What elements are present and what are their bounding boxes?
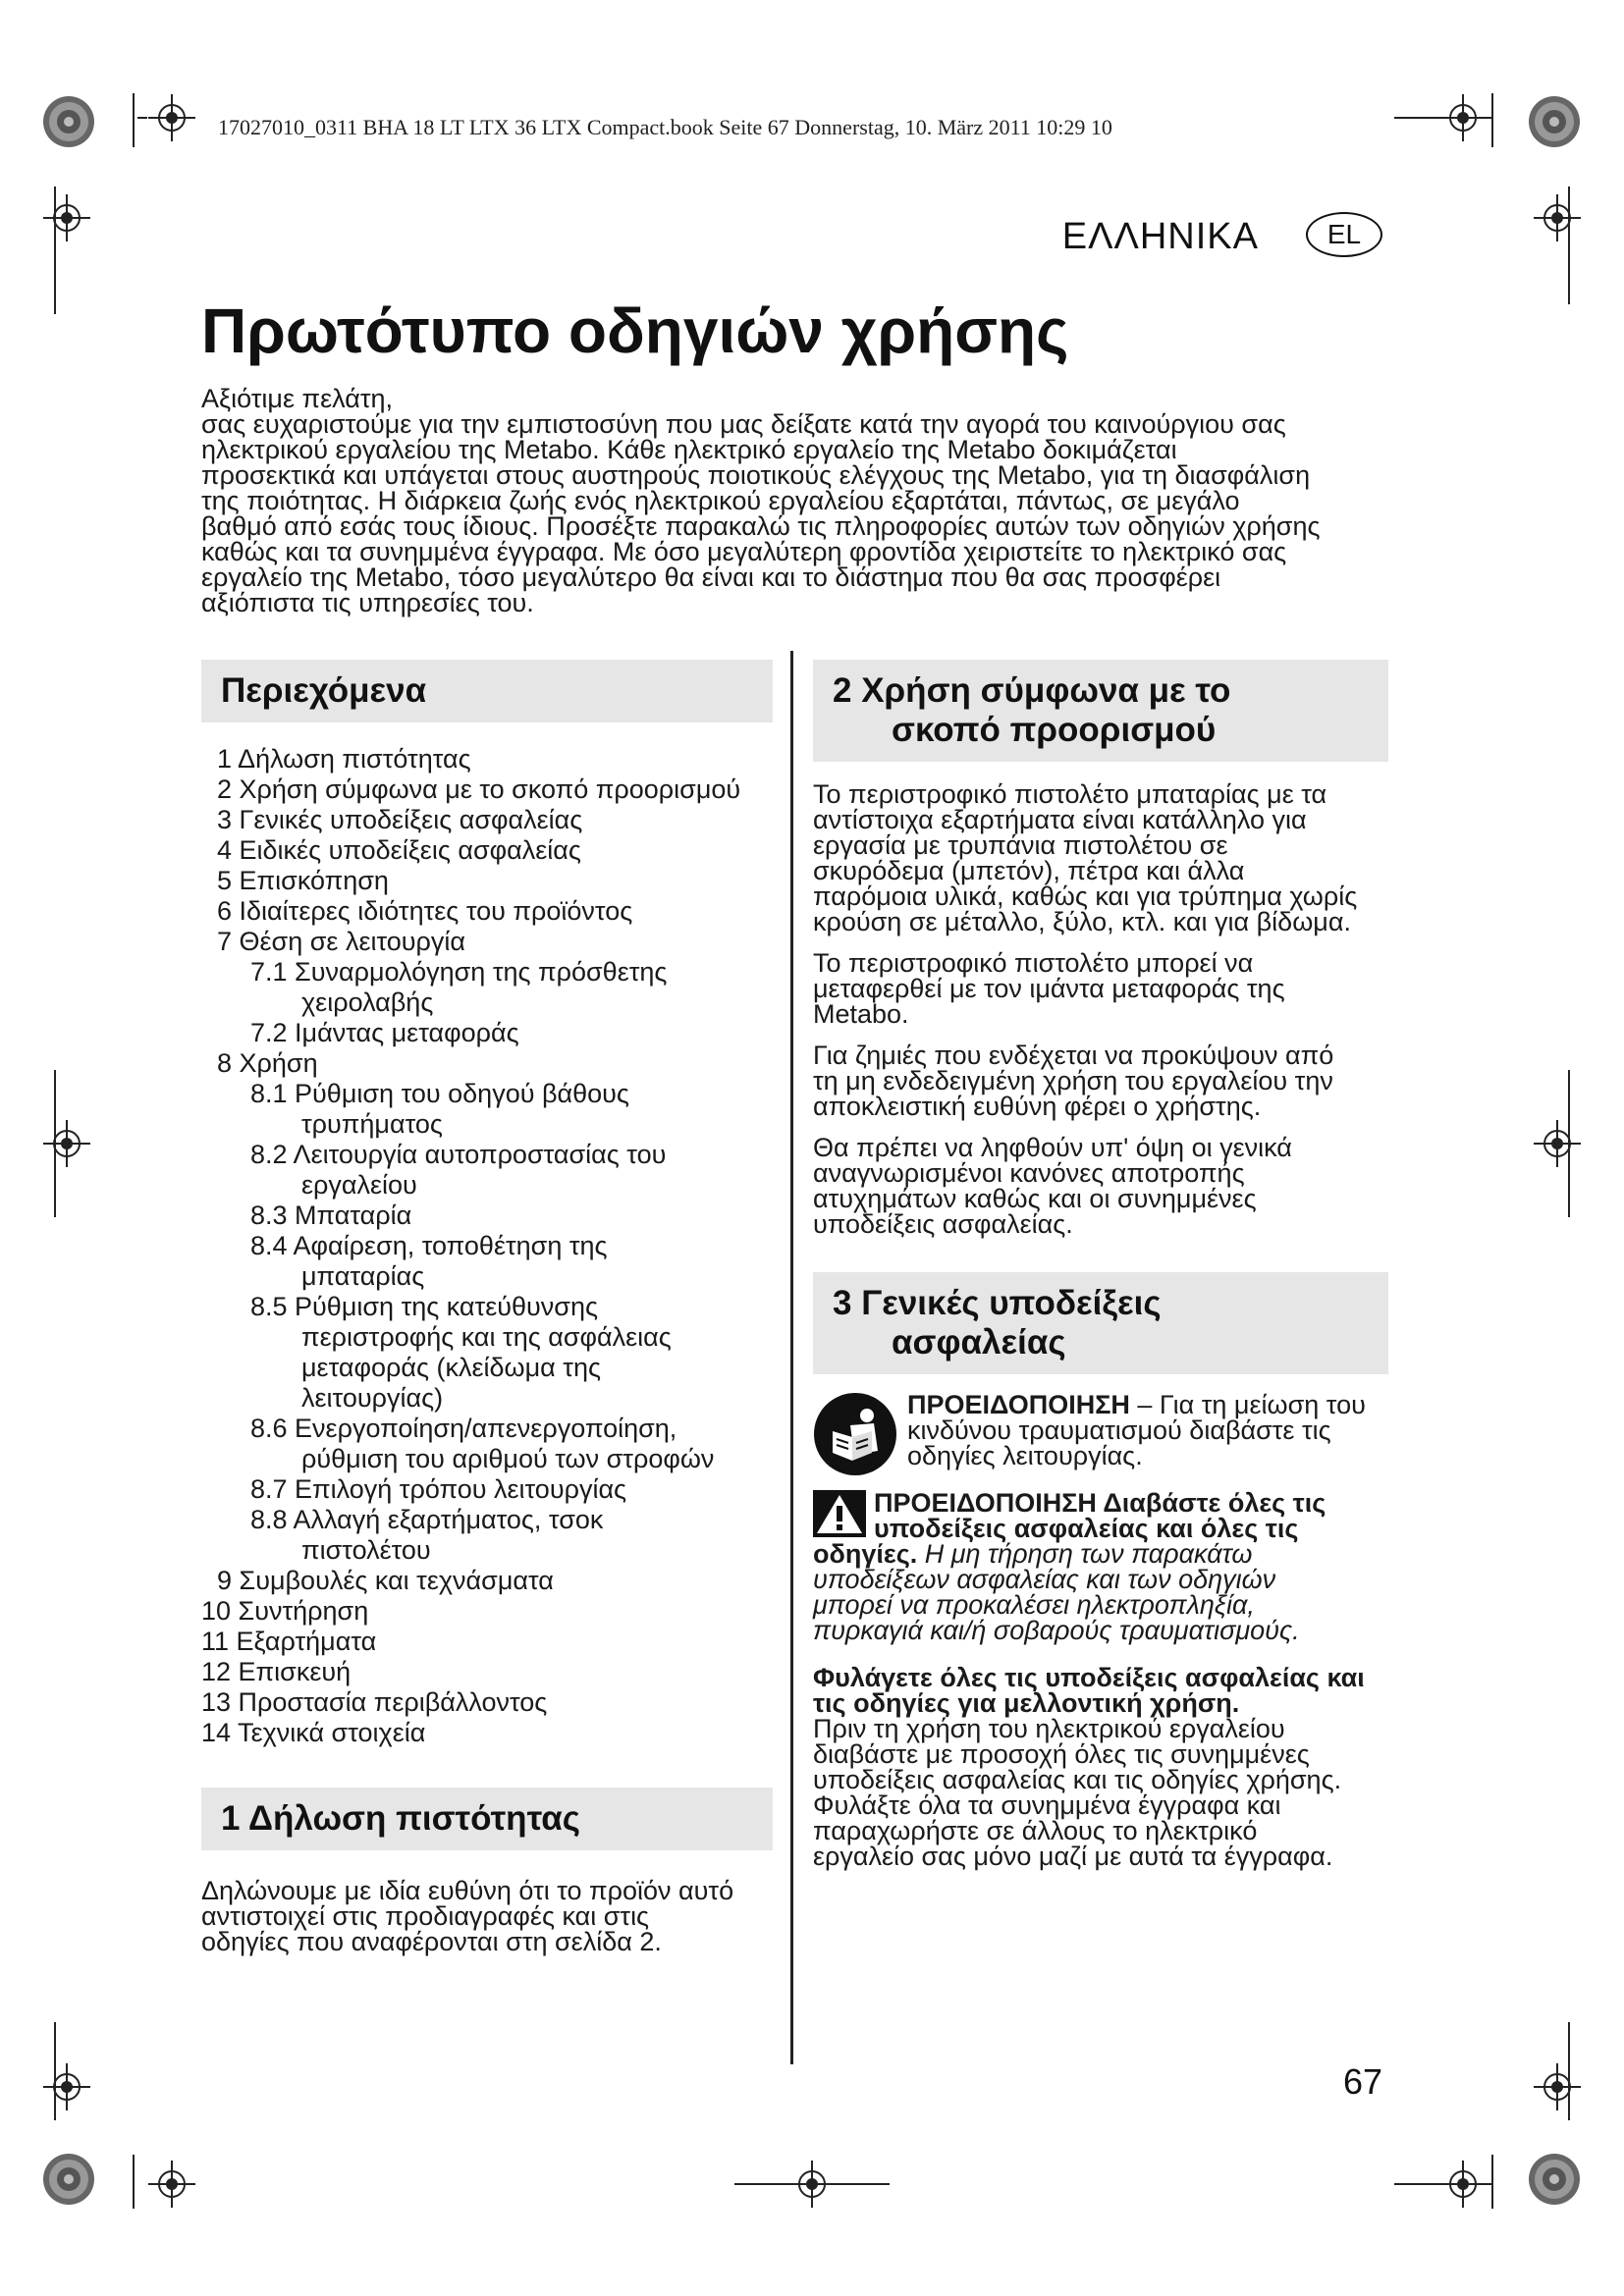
text-line: παραχωρήστε σε άλλους το ηλεκτρικό — [813, 1816, 1258, 1845]
language-label: ΕΛΛΗΝΙΚΑ — [1061, 216, 1259, 257]
safety-warning — [813, 1490, 1388, 1643]
toc-item-text: λειτουργίας) — [301, 1383, 444, 1413]
intro-line: βαθμό από εσάς τους ίδιους. Προσέξτε παρακαλώ τις πληροφορίες αυτών των οδηγιών χρήσης — [201, 511, 1321, 541]
toc-item-text: 8.1 Ρύθμιση του οδηγού βάθους — [250, 1079, 629, 1108]
text-line: διαβάστε με προσοχή όλες τις συνημμένες — [813, 1739, 1310, 1769]
toc-item[interactable] — [201, 1231, 773, 1292]
text-line: υποδείξεις ασφαλείας και τις οδηγίες χρήσης. — [813, 1765, 1342, 1794]
read-manual-warning — [813, 1392, 1388, 1476]
intro-paragraph — [201, 386, 1389, 615]
table-of-contents — [201, 744, 773, 1748]
warning-text: – Για τη μείωση του — [1129, 1390, 1366, 1419]
section2-paragraph — [813, 781, 1388, 934]
read-manual-icon — [813, 1392, 897, 1476]
toc-item[interactable]: 8.3 Μπαταρία — [250, 1201, 412, 1230]
toc-item[interactable]: 4 Ειδικές υποδείξεις ασφαλείας — [217, 835, 581, 865]
read-manual-warning-text — [907, 1392, 1366, 1468]
text-line: σκυρόδεμα (μπετόν), πέτρα και άλλα — [813, 856, 1245, 885]
warning-italic-line: Η μη τήρηση των παρακάτω — [917, 1539, 1253, 1569]
warning-label: ΠΡΟΕΙΔΟΠΟΙΗΣΗ — [907, 1390, 1130, 1419]
section2-heading-line2: σκοπό προορισμού — [892, 711, 1217, 749]
toc-item[interactable]: 9 Συμβουλές και τεχνάσματα — [217, 1566, 554, 1595]
intro-line: καθώς και τα συνημμένα έγγραφα. Με όσο μεγαλύτερη φροντίδα χειριστείτε το ηλεκτρικό σας — [201, 537, 1287, 566]
warning-triangle-icon — [813, 1490, 866, 1537]
toc-item[interactable]: 8.7 Επιλογή τρόπου λειτουργίας — [250, 1474, 627, 1504]
text-line: Το περιστροφικό πιστολέτο μπαταρίας με τα — [813, 779, 1327, 809]
text-line: αποκλειστική ευθύνη φέρει ο χρήστης. — [813, 1092, 1262, 1121]
toc-item[interactable]: 14 Τεχνικά στοιχεία — [201, 1718, 426, 1747]
toc-item[interactable]: 8 Χρήση — [217, 1048, 318, 1078]
toc-item[interactable] — [201, 1292, 773, 1414]
text-line: Θα πρέπει να ληφθούν υπ' όψη οι γενικά — [813, 1133, 1292, 1162]
toc-item[interactable]: 3 Γενικές υποδείξεις ασφαλείας — [217, 805, 583, 834]
toc-item[interactable] — [201, 1140, 773, 1201]
section1-body — [201, 1878, 773, 1954]
text-line: εργασία με τρυπάνια πιστολέτου σε — [813, 830, 1228, 860]
section3-heading-line2: ασφαλείας — [892, 1323, 1066, 1362]
warning-bold-line: ΠΡΟΕΙΔΟΠΟΙΗΣΗ Διαβάστε όλες τις — [874, 1488, 1326, 1518]
toc-item-text: 8.6 Ενεργοποίηση/απενεργοποίηση, — [250, 1414, 677, 1443]
left-column — [201, 660, 773, 1954]
text-line: τη μη ενδεδειγμένη χρήση του εργαλείου την — [813, 1066, 1333, 1095]
text-line: παρόμοια υλικά, καθώς και για τρύπημα χωρίς — [813, 881, 1358, 911]
text-line: Metabo. — [813, 999, 909, 1029]
section3-heading-line1: 3 Γενικές υποδείξεις — [833, 1284, 1162, 1322]
text-line: μεταφερθεί με τον ιμάντα μεταφοράς της — [813, 974, 1285, 1003]
text-line: αντίστοιχα εξαρτήματα είναι κατάλληλο για — [813, 805, 1307, 834]
keep-bold-line: τις οδηγίες για μελλοντική χρήση. — [813, 1688, 1240, 1718]
toc-item[interactable]: 2 Χρήση σύμφωνα με το σκοπό προορισμού — [217, 774, 741, 804]
warning-text: οδηγίες λειτουργίας. — [907, 1441, 1143, 1470]
toc-item-text: 8.8 Αλλαγή εξαρτήματος, τσοκ — [250, 1505, 604, 1534]
section2-heading — [813, 660, 1388, 762]
toc-item-text: 8.4 Αφαίρεση, τοποθέτηση της — [250, 1231, 608, 1260]
toc-item[interactable]: 1 Δήλωση πιστότητας — [217, 744, 471, 774]
toc-item-text: εργαλείου — [301, 1170, 417, 1200]
warning-text: κινδύνου τραυματισμού διαβάστε τις — [907, 1415, 1331, 1445]
text-line: Φυλάξτε όλα τα συνημμένα έγγραφα και — [813, 1790, 1281, 1820]
section2-paragraph — [813, 1135, 1388, 1237]
warning-italic-line: μπορεί να προκαλέσει ηλεκτροπληξία, — [813, 1590, 1255, 1620]
text-line: ατυχημάτων καθώς και οι συνημμένες — [813, 1184, 1257, 1213]
warning-italic-line: πυρκαγιά και/ή σοβαρούς τραυματισμούς. — [813, 1616, 1300, 1645]
warning-italic-line: υποδείξεων ασφαλείας και των οδηγιών — [813, 1565, 1276, 1594]
section2-paragraph — [813, 950, 1388, 1027]
toc-item[interactable] — [201, 1505, 773, 1566]
keep-instructions — [813, 1665, 1388, 1869]
section2-heading-line1: 2 Χρήση σύμφωνα με το — [833, 671, 1231, 710]
toc-item[interactable]: 11 Εξαρτήματα — [201, 1627, 377, 1656]
toc-item[interactable]: 6 Ιδιαίτερες ιδιότητες του προϊόντος — [217, 896, 633, 926]
intro-line: προσεκτικά και υπάγεται στους αυστηρούς ποιοτικούς ελέγχους της Metabo, για τη διασφάλιση — [201, 460, 1311, 490]
toc-item[interactable]: 10 Συντήρηση — [201, 1596, 369, 1626]
language-code-badge: EL — [1306, 212, 1382, 257]
text-line: Το περιστροφικό πιστολέτο μπορεί να — [813, 948, 1254, 978]
section1-heading: 1 Δήλωση πιστότητας — [201, 1788, 773, 1850]
keep-bold-line: Φυλάγετε όλες τις υποδείξεις ασφαλείας και — [813, 1663, 1365, 1692]
warning-bold-line: οδηγίες. — [813, 1539, 918, 1569]
section1-line: Δηλώνουμε με ιδία ευθύνη ότι το προϊόν αυτό — [201, 1876, 734, 1905]
toc-item[interactable]: 7 Θέση σε λειτουργία — [217, 927, 466, 956]
text-line: υποδείξεις ασφαλείας. — [813, 1209, 1073, 1239]
section3-heading — [813, 1272, 1388, 1374]
warning-bold-line: υποδείξεις ασφαλείας και όλες τις — [874, 1514, 1299, 1543]
toc-item[interactable] — [201, 1414, 773, 1474]
intro-line: σας ευχαριστούμε για την εμπιστοσύνη που μας δείξατε κατά την αγορά του καινούργιου σας — [201, 409, 1286, 439]
section1-line: αντιστοιχεί στις προδιαγραφές και στις — [201, 1901, 650, 1931]
contents-heading: Περιεχόμενα — [201, 660, 773, 722]
toc-item-text: 8.5 Ρύθμιση της κατεύθυνσης — [250, 1292, 598, 1321]
intro-line: αξιόπιστα τις υπηρεσίες του. — [201, 588, 534, 617]
print-info: 17027010_0311 BHA 18 LT LTX 36 LTX Compact.book Seite 67 Donnerstag, 10. März 2011 10:29 10 — [218, 115, 1112, 139]
intro-line: εργαλείο της Metabo, τόσο μεγαλύτερο θα είναι και το διάστημα που θα σας προσφέρει — [201, 562, 1221, 592]
column-divider — [790, 651, 793, 2064]
toc-item-text: ρύθμιση του αριθμού των στροφών — [301, 1444, 715, 1473]
toc-item[interactable]: 13 Προστασία περιβάλλοντος — [201, 1687, 548, 1717]
toc-item-text: τρυπήματος — [301, 1109, 443, 1139]
right-column — [813, 660, 1388, 1869]
intro-line: της ποιότητας. Η διάρκεια ζωής ενός ηλεκτρικού εργαλείου εξαρτάται, πάντως, σε μεγάλο — [201, 486, 1240, 515]
text-line: Πριν τη χρήση του ηλεκτρικού εργαλείου — [813, 1714, 1285, 1743]
toc-item[interactable]: 12 Επισκευή — [201, 1657, 352, 1686]
page-number: 67 — [1343, 2061, 1383, 2102]
toc-item-text: 8.2 Λειτουργία αυτοπροστασίας του — [250, 1140, 667, 1169]
text-line: εργαλείο σας μόνο μαζί με αυτά τα έγγραφα. — [813, 1842, 1333, 1871]
text-line: αναγνωρισμένοι κανόνες αποτροπής — [813, 1158, 1245, 1188]
page-title: Πρωτότυπο οδηγιών χρήσης — [201, 295, 1069, 366]
section2-body — [813, 781, 1388, 1237]
toc-item-text: πιστολέτου — [301, 1535, 431, 1565]
safety-warning-text — [813, 1490, 1388, 1643]
intro-line: ηλεκτρικού εργαλείου της Metabo. Κάθε ηλεκτρικό εργαλείο της Metabo δοκιμάζεται — [201, 435, 1177, 464]
toc-item-text: 7.1 Συναρμολόγηση της πρόσθετης — [250, 957, 668, 987]
toc-item[interactable]: 7.2 Ιμάντας μεταφοράς — [250, 1018, 519, 1047]
toc-item[interactable]: 5 Επισκόπηση — [217, 866, 389, 895]
toc-item-text: μπαταρίας — [301, 1261, 425, 1291]
toc-item-text: περιστροφής και της ασφάλειας — [301, 1322, 672, 1352]
section2-paragraph — [813, 1042, 1388, 1119]
intro-greeting: Αξιότιμε πελάτη, — [201, 384, 394, 413]
toc-item[interactable] — [201, 957, 773, 1018]
toc-item-text: μεταφοράς (κλείδωμα της — [301, 1353, 601, 1382]
toc-item-text: χειρολαβής — [301, 988, 434, 1017]
section1-line: οδηγίες που αναφέρονται στη σελίδα 2. — [201, 1927, 662, 1956]
text-line: κρούση σε μέταλλο, ξύλο, κτλ. και για βίδωμα. — [813, 907, 1351, 936]
text-line: Για ζημιές που ενδέχεται να προκύψουν από — [813, 1041, 1334, 1070]
toc-item[interactable] — [201, 1079, 773, 1140]
